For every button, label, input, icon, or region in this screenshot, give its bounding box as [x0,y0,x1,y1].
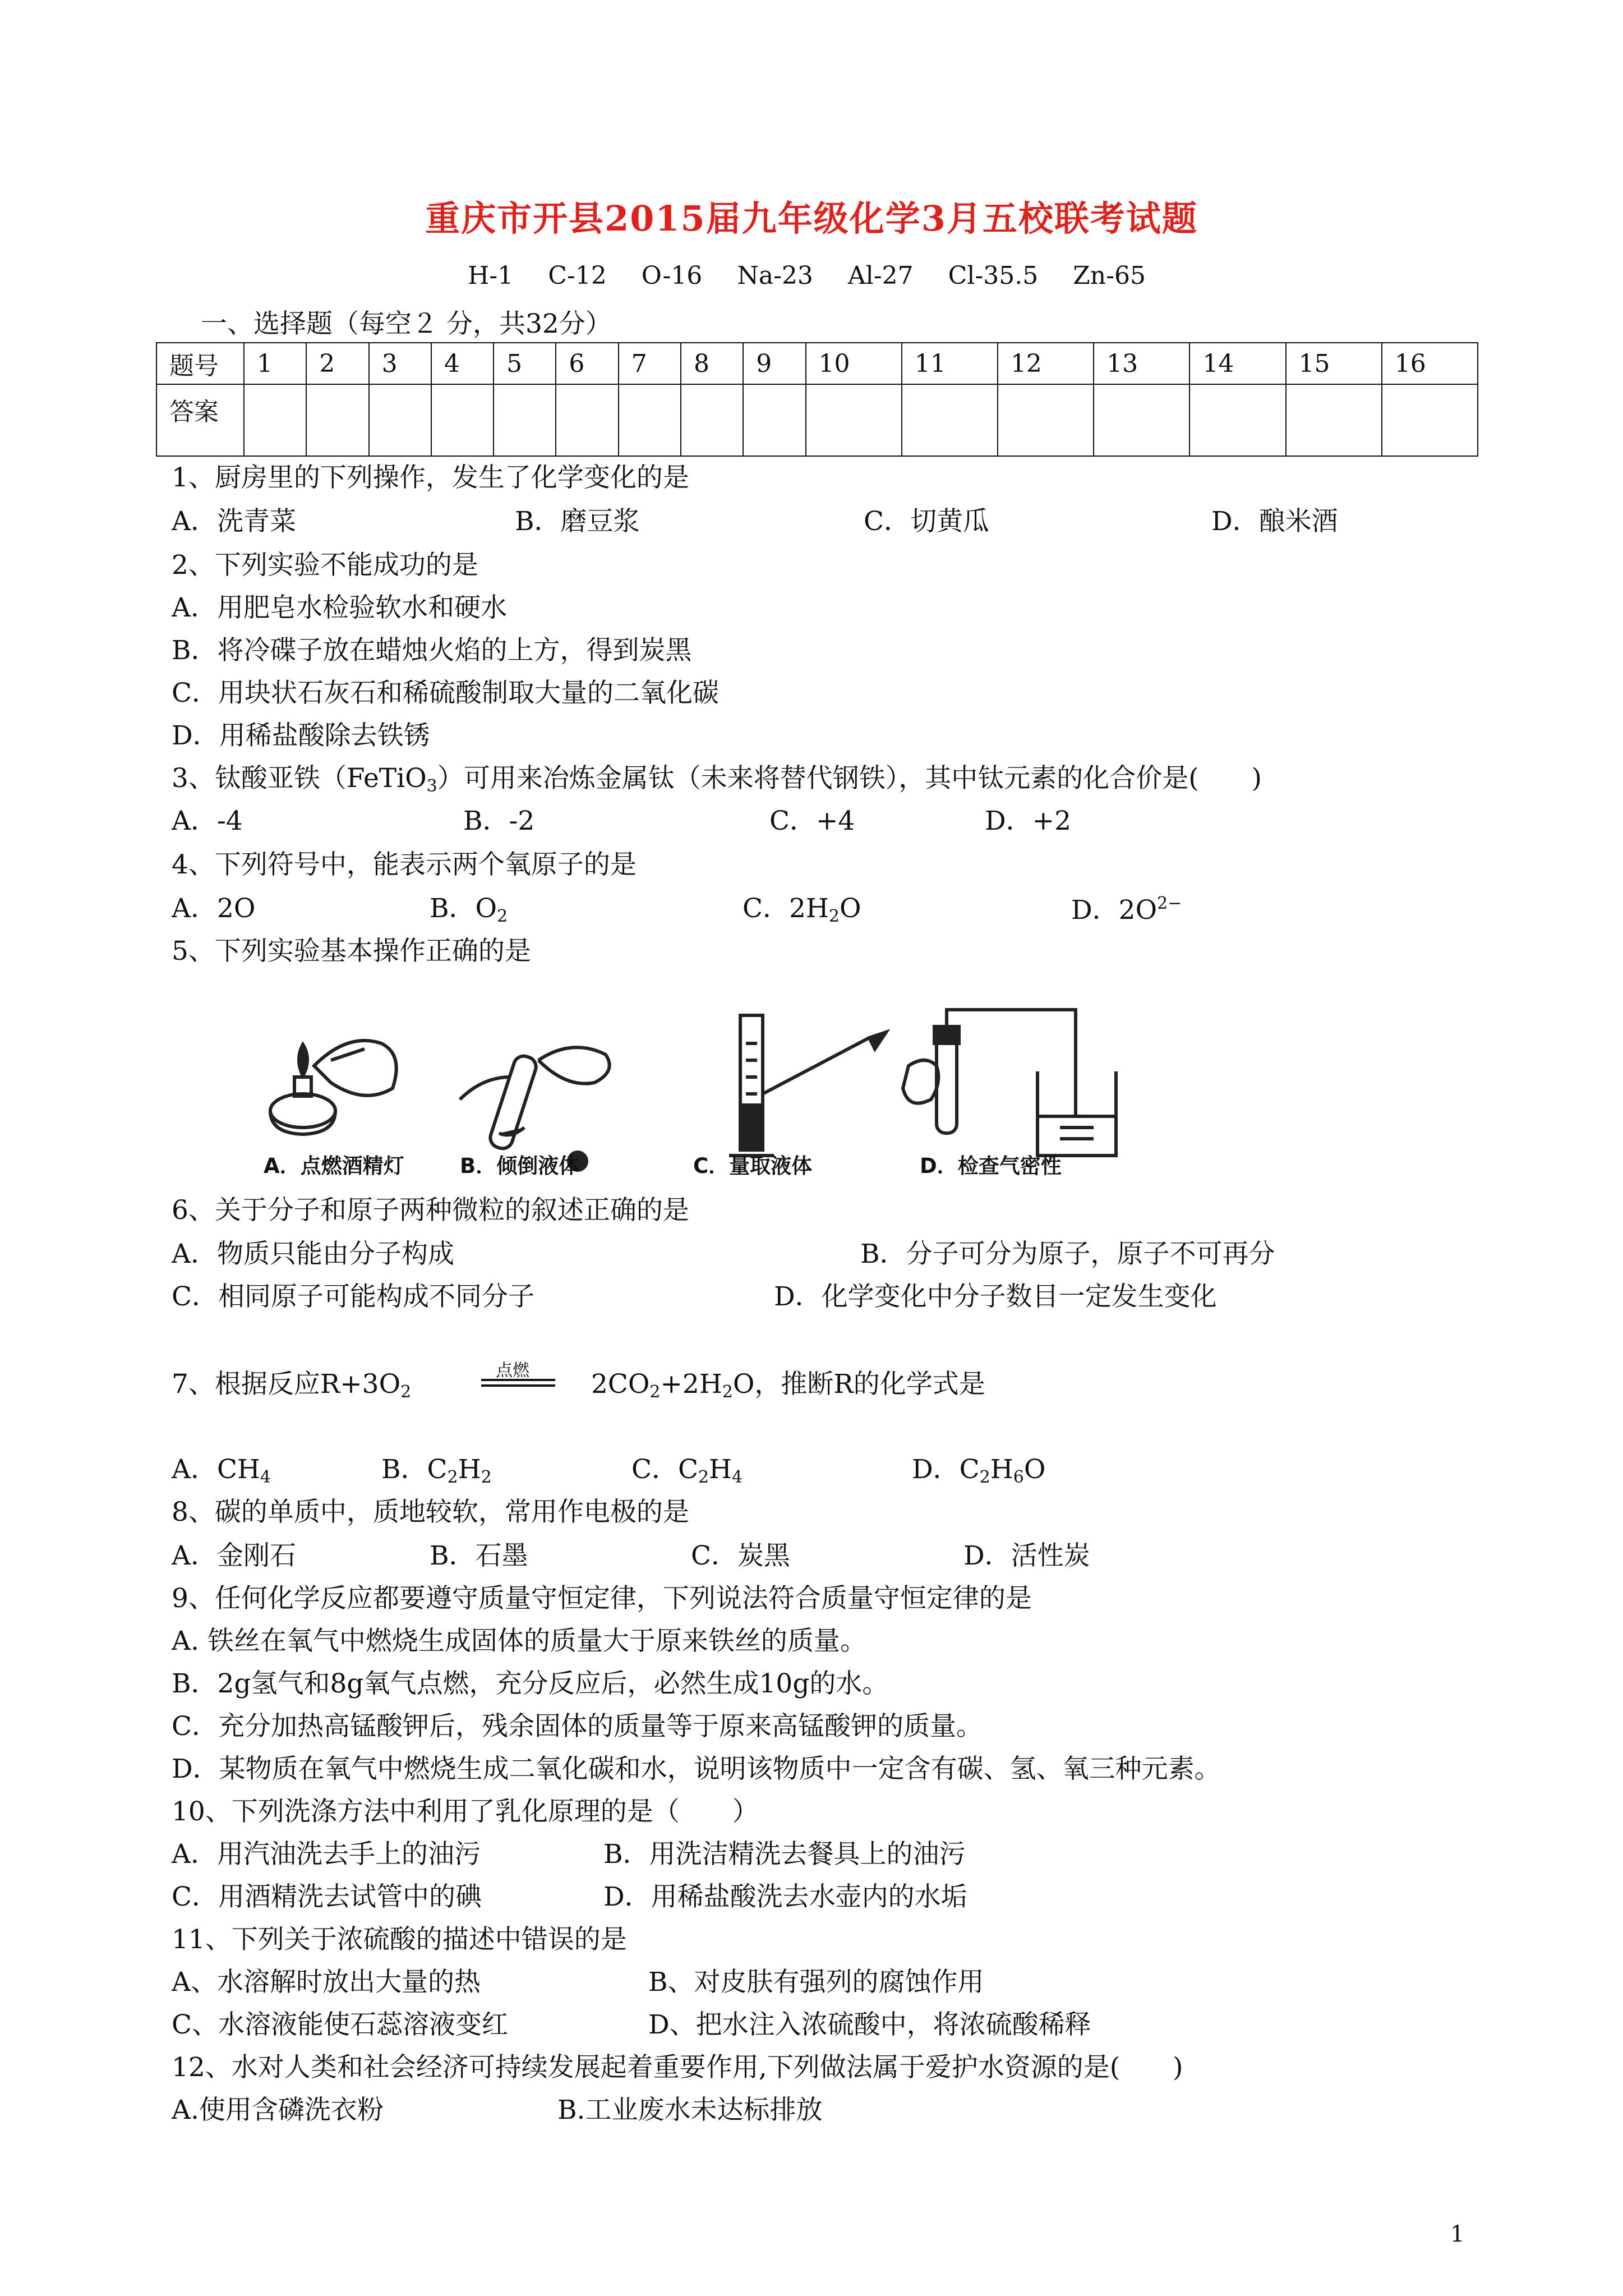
row-label: 答案 [156,384,244,456]
question-2-option-c: C．用块状石灰石和稀硫酸制取大量的二氧化碳 [172,678,719,708]
question-4-option-a: A．2O [172,893,256,924]
question-10-option-a: A．用汽油洗去手上的油污 [172,1839,481,1870]
answer-cell[interactable] [369,384,431,456]
question-9-option-b: B．2g氢气和8g氧气点燃，充分反应后，必然生成10g的水。 [172,1668,889,1699]
formula-text: H [990,1454,1013,1485]
question-9-option-c: C．充分加热高锰酸钾后，残余固体的质量等于原来高锰酸钾的质量。 [172,1711,983,1742]
question-2-option-b: B．将冷碟子放在蜡烛火焰的上方，得到炭黑 [172,635,692,666]
formula-text: O [1023,1454,1046,1485]
question-1-stem: 1、厨房里的下列操作，发生了化学变化的是 [172,462,689,493]
question-7-stem-right [591,1371,985,1401]
question-number-cell: 7 [619,343,681,384]
question-6-option-c: C．相同原子可能构成不同分子 [172,1281,534,1312]
answer-cell[interactable] [998,384,1094,456]
answer-cell[interactable] [244,384,306,456]
question-3-option-c: C．+4 [769,806,855,836]
answer-cell[interactable] [556,384,618,456]
answer-cell[interactable] [431,384,494,456]
question-number-cell: 14 [1189,343,1285,384]
question-number-cell: 5 [494,343,556,384]
question-number-cell: 3 [369,343,431,384]
formula-text: D．2O [1071,895,1158,926]
figure-caption-b: B．倾倒液体 [460,1154,580,1178]
question-10-option-d: D．用稀盐酸洗去水壶内的水垢 [603,1881,967,1912]
figure-caption-c: C．量取液体 [693,1154,813,1178]
formula-text: O [839,893,861,924]
question-2-option-d: D．用稀盐酸除去铁锈 [172,720,430,751]
question-6-option-d: D．化学变化中分子数目一定发生变化 [774,1281,1217,1312]
atomic-mass: Na-23 [737,261,813,290]
question-4-option-b [430,895,508,925]
subscript: 4 [260,1467,271,1487]
answer-cell[interactable] [306,384,368,456]
question-1-option-d: D．酿米酒 [1211,506,1338,537]
formula-text: A．CH [172,1454,260,1485]
question-3-option-d: D．+2 [985,806,1071,836]
question-number-cell: 15 [1286,343,1382,384]
question-number-cell: 2 [306,343,368,384]
question-11-option-d: D、把水注入浓硫酸中，将浓硫酸稀释 [648,2009,1091,2040]
page-title: 重庆市开县2015届九年级化学3月五校联考试题 [425,198,1198,239]
formula-text: H [709,1454,732,1485]
question-2-stem: 2、下列实验不能成功的是 [172,550,478,581]
question-11-stem: 11、下列关于浓硫酸的描述中错误的是 [172,1924,627,1955]
answer-table-number-row [156,343,1478,384]
answer-cell[interactable] [494,384,556,456]
question-number-cell: 9 [743,343,805,384]
question-7-option-a [172,1456,271,1486]
question-7-option-b [381,1456,492,1486]
subscript: 2 [649,1382,661,1402]
question-12-option-a: A.使用含磷洗衣粉 [172,2095,384,2125]
answer-cell[interactable] [743,384,805,456]
question-number-cell: 6 [556,343,618,384]
alcohol-lamp-illustration [270,1041,396,1134]
subscript: 2 [481,1467,492,1487]
question-11-option-a: A、水溶解时放出大量的热 [172,1967,481,1998]
formula-text: D．C [912,1454,980,1485]
question-3-stem [172,765,1262,795]
question-number-cell: 16 [1382,343,1478,384]
question-7-option-d [912,1456,1045,1486]
question-3-stem-part: 3、钛酸亚铁（FeTiO [172,763,427,794]
question-number-cell: 13 [1094,343,1189,384]
formula-text: +2H [660,1369,722,1400]
question-number-cell: 10 [806,343,902,384]
question-10-option-c: C．用酒精洗去试管中的碘 [172,1881,482,1912]
formula-text: C．C [631,1454,698,1485]
question-3-option-b: B．-2 [463,806,535,836]
graduated-cylinder-illustration [729,1015,886,1156]
page-number: 1 [1450,2221,1465,2247]
atomic-mass: O-16 [641,261,703,290]
question-8-stem: 8、碳的单质中，质地较软，常用作电极的是 [172,1497,689,1527]
question-3-option-a: A．-4 [172,806,243,836]
answer-cell[interactable] [1189,384,1285,456]
formula-text: O，推断R的化学式是 [732,1369,985,1400]
atomic-masses [468,261,1173,290]
question-2-option-a: A．用肥皂水检验软水和硬水 [172,592,507,623]
atomic-mass: Al-27 [847,261,914,290]
answer-cell[interactable] [619,384,681,456]
subscript: 2 [722,1382,733,1402]
question-6-stem: 6、关于分子和原子两种微粒的叙述正确的是 [172,1195,689,1226]
question-1-option-a: A．洗青菜 [172,506,296,537]
question-9-option-d: D．某物质在氧气中燃烧生成二氧化碳和水，说明该物质中一定含有碳、氢、氧三种元素。 [172,1754,1221,1784]
question-6-option-a: A．物质只能由分子构成 [172,1239,454,1269]
question-7-stem-left [172,1371,411,1401]
answer-cell[interactable] [1382,384,1478,456]
question-7-option-c [631,1456,743,1486]
atomic-mass: Cl-35.5 [948,261,1039,290]
question-11-option-c: C、水溶液能使石蕊溶液变红 [172,2009,508,2040]
airtightness-check-illustration [903,1010,1116,1156]
formula-text: C．2H [743,893,829,924]
reaction-equals-icon [481,1358,555,1391]
formula-text: B．C [381,1454,448,1485]
question-4-option-d [1071,894,1182,926]
question-12-stem: 12、水对人类和社会经济可持续发展起着重要作用,下列做法属于爱护水资源的是( ) [172,2052,1183,2083]
question-number-cell: 11 [902,343,998,384]
question-10-stem: 10、下列洗涤方法中利用了乳化原理的是（ ） [172,1796,759,1827]
reaction-condition-label: 点燃 [496,1361,529,1381]
question-11-option-b: B、对皮肤有强列的腐蚀作用 [648,1967,984,1998]
superscript: 2− [1157,894,1182,913]
question-8-option-c: C．炭黑 [691,1540,790,1571]
formula-text: 2CO [591,1369,650,1400]
atomic-mass: C-12 [548,261,607,290]
subscript: 2 [497,907,508,926]
subscript: 2 [400,1382,412,1402]
section-heading: 一、选择题（每空２ 分，共32分） [201,309,612,339]
formula-text: B．O [430,893,497,924]
subscript: 2 [698,1467,709,1487]
question-8-option-d: D．活性炭 [963,1540,1090,1571]
question-3-stem-part: ）可用来冶炼金属钛（未来将替代钢铁），其中钛元素的化合价是( ) [437,763,1262,794]
question-8-option-a: A．金刚石 [172,1540,296,1571]
question-4-stem: 4、下列符号中，能表示两个氧原子的是 [172,849,637,880]
subscript: 4 [732,1467,743,1487]
question-1-option-c: C．切黄瓜 [864,506,989,537]
subscript: 2 [828,907,840,926]
question-9-stem: 9、任何化学反应都要遵守质量守恒定律，下列说法符合质量守恒定律的是 [172,1583,1032,1614]
question-4-option-c [743,895,861,925]
subscript: 2 [979,1467,990,1487]
question-10-option-b: B．用洗洁精洗去餐具上的油污 [603,1839,966,1870]
formula-text: 7、根据反应R+3O [172,1369,401,1400]
row-label: 题号 [156,343,244,384]
figure-caption-d: D．检查气密性 [920,1154,1062,1178]
answer-table-answer-row [156,384,1478,456]
formula-text: H [458,1454,481,1485]
subscript: 3 [426,776,437,796]
question-6-option-b: B．分子可分为原子，原子不可再分 [860,1239,1275,1269]
question-number-cell: 1 [244,343,306,384]
subscript: 2 [447,1467,458,1487]
question-5-stem: 5、下列实验基本操作正确的是 [172,936,531,967]
answer-table [156,342,1478,457]
answer-cell[interactable] [1094,384,1189,456]
question-9-option-a: A. 铁丝在氧气中燃烧生成固体的质量大于原来铁丝的质量。 [172,1626,866,1657]
question-8-option-b: B．石墨 [430,1540,528,1571]
answer-cell[interactable] [681,384,743,456]
answer-cell[interactable] [806,384,902,456]
answer-cell[interactable] [1286,384,1382,456]
question-number-cell: 12 [998,343,1094,384]
question-1-option-b: B．磨豆浆 [515,506,640,537]
subscript: 6 [1013,1467,1024,1487]
atomic-mass: Zn-65 [1073,261,1146,290]
figure-caption-a: A．点燃酒精灯 [264,1154,404,1178]
question-number-cell: 8 [681,343,743,384]
atomic-mass: H-1 [468,261,514,290]
answer-cell[interactable] [902,384,998,456]
question-12-option-b: B.工业废水未达标排放 [557,2095,823,2125]
question-number-cell: 4 [431,343,494,384]
